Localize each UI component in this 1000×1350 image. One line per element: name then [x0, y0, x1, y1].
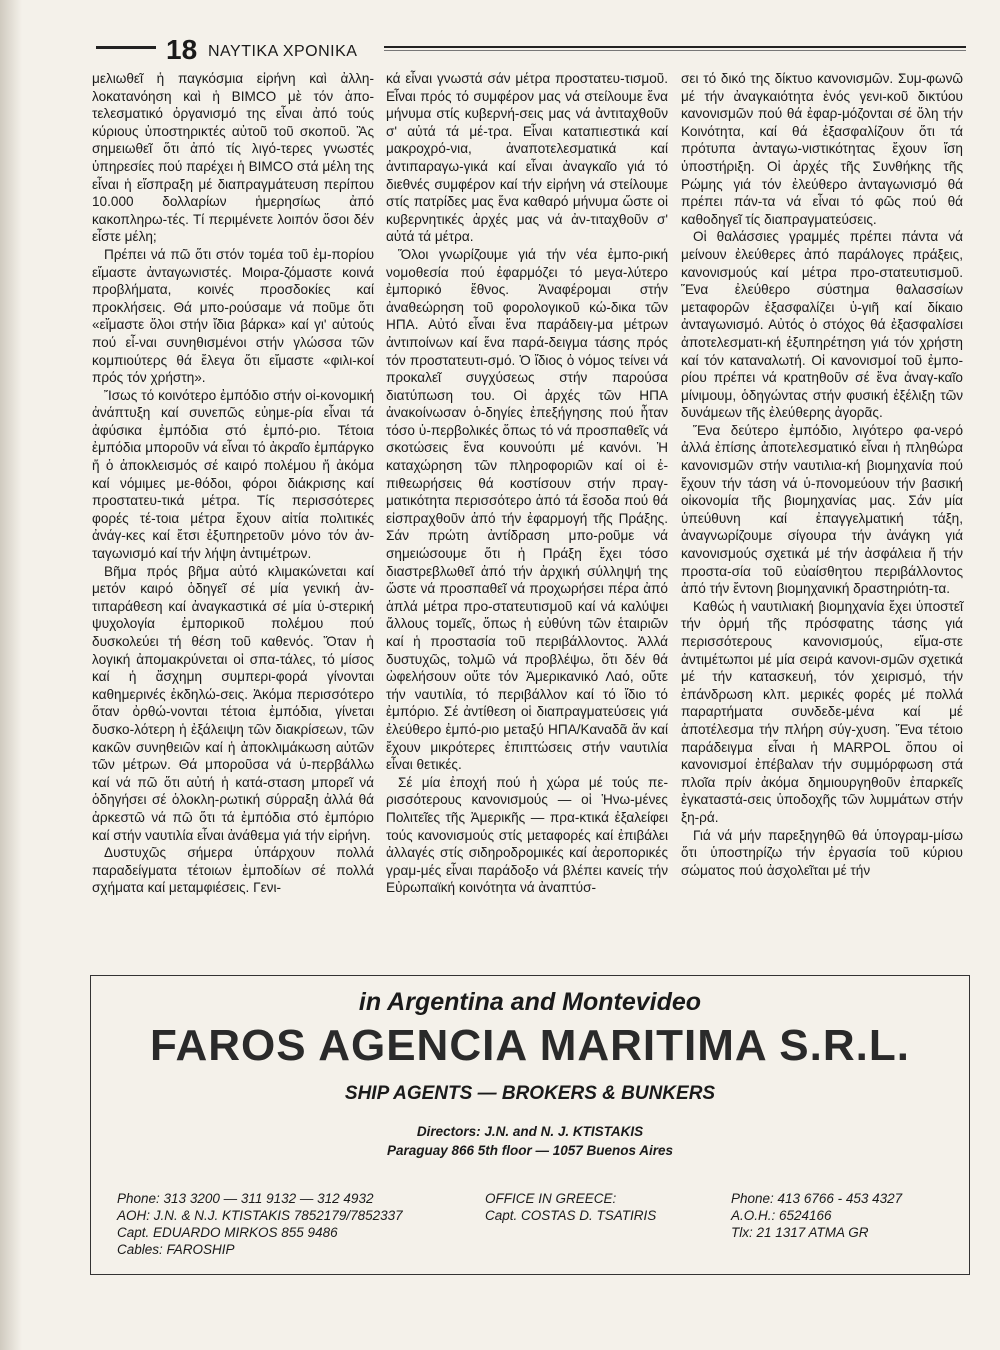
ad-left-line: Cables: FAROSHIP [117, 1242, 235, 1257]
ad-left-line: Phone: 313 3200 — 311 9132 — 312 4932 [117, 1191, 374, 1206]
header-rule-right-thin [384, 50, 966, 51]
ad-directors: Directors: J.N. and N. J. KTISTAKIS [416, 1124, 644, 1139]
publication-name: ΝΑΥΤΙΚΑ ΧΡΟΝΙΚΑ [208, 43, 358, 60]
article-paragraph: κά εἶναι γνωστά σάν μέτρα προστατευ-τισμοῦ. Εἶναι πρός τό συμφέρον μας νά στείλουμε ἕνα μήνυμα στίς κυβερνή-σεις μας νά ἀντιταχθοῦν σ' αὐτά τά μέ-τρα. Εἶναι καταπιεστικά καί μακροχρό-νια, ἀναποτελεσματικά καί ἀντιπαραγω-γικά καί εἶναι ἀναγκαῖο γιά τό διεθνές συμφέρον καί τήν εἰρήνη νά στείλουμε στίς πατρίδες μας ἕνα καθαρό μήνυμα ὥστε οἱ κυβερνητικές ἀρχές μας νά ἀν-τιταχθοῦν σ' αὐτά τά μέτρα. [386, 71, 668, 245]
article-paragraph: Οἱ θαλάσσιες γραμμές πρέπει πάντα νά μείνουν ἐλεύθερες ἀπό παράλογες πράξεις, κανονισμούς καί μέτρα προ-στατευτισμοῦ. Ἕνα ἐλεύθερο σύστημα θαλασσίων μεταφορῶν ἐξασφαλίζει ὑ-γιῆ καί δίκαιο ἀνταγωνισμό. Αὐτός ὁ στόχος θά ἐξασφαλίσει ἀποτελεσματι-κή ἐξυπηρέτηση γιά τόν χρήστη καί τόν καταναλωτή. Οἱ κανονισμοί τοῦ ἐμπο-ρίου πρέπει νά κρατηθοῦν σέ ἕνα ἀναγ-καῖο μίνιμουμ, ὁδηγώντας στήν φυσική ἐξέλιξη τῶν δυνάμεων τῆς ἐλεύθερης ἀγορᾶς. [681, 229, 963, 421]
ad-address: Paraguay 866 5th floor — 1057 Buenos Aires [386, 1143, 674, 1158]
article-column-3 [681, 70, 963, 879]
header-rule-left [96, 46, 156, 49]
article-paragraph: Ἴσως τό κοινότερο ἐμπόδιο στήν οἰ-κονομική ἀνάπτυξη καί συνεπῶς εὐημε-ρία εἶναι τά ἀφύσικα ἐμπόδια στό ἐμπό-ριο. Τέτοια ἐμπόδια μποροῦν νά εἶναι τό ἀκραῖο ἐμπάργκο ἤ ὁ ἀποκλεισμός σέ καιρό πολέμου ἤ ἀκόμα καί νόμιμες με-θόδοι, φόροι διάκρισης καί προστατευ-τικά μέτρα. Τίς περισσότερες φορές τέ-τοια μέτρα ἔχουν αἰτία πολιτικές ἀνάγ-κες καί ἔτσι ἐξυπηρετοῦν μόνο τόν ἀν-ταγωνισμό καί τήν λήψη ἀντιμέτρων. [92, 387, 374, 562]
ad-directors-block [91, 1122, 969, 1160]
page-header [96, 34, 966, 66]
article-paragraph: Γιά νά μήν παρεξηγηθῶ θά ὑπογραμ-μίσω ὅτι ὑποστηρίζω τήν ἐργασία τοῦ κύριου σώματος πού ἀσχολεῖται μέ τήν [681, 827, 963, 878]
ad-contacts-greece [731, 1190, 902, 1241]
article-paragraph: σει τό δικό της δίκτυο κανονισμῶν. Συμ-φωνῶ μέ τήν ἀναγκαιότητα ἑνός γενι-κοῦ δικτύου κανονισμῶν πού θά ἐφαρ-μόζονται σέ ὅλη τήν Κοινότητα, καί θά ἐξασφαλίζουν ὅτι τά πρότυπα ἀνταγω-νιστικότητας ἔχουν ἴση ὑποστήριξη. Οἱ ἀρχές τῆς Συνθήκης τῆς Ρώμης γιά τόν ἐλεύθερο ἀνταγωνισμό θά πρέπει πάν-τα νά εἶναι τό φῶς πού θά καθοδηγεῖ τίς διαπραγματεύσεις. [681, 71, 963, 227]
article-paragraph: Ὅλοι γνωρίζουμε γιά τήν νέα ἐμπο-ρική νομοθεσία πού ἐφαρμόζει τό μεγα-λύτερο ἐμπορικό ἔθνος. Ἀναφέρομαι στήν ἀναθεώρηση τοῦ φορολογικοῦ κώ-δικα τῶν ΗΠΑ. Αὐτό εἶναι ἕνα παράδειγ-μα μέτρων ἀντιποίνων καί ἕνα παρά-δειγμα τάσης πρός τόν προστατευτι-σμό. Ὁ ἴδιος ὁ νόμος τείνει νά προκαλεῖ συγχύσεως στήν παρούσα διατύπωση του. Οἱ ἀρχές τῶν ΗΠΑ ἀνακοίνωσαν ὁ-δηγίες ἐπεξήγησης πού ἦταν τόσο ὑ-περβολικές ὅπως τό νά προσπαθεῖς νά σκοτώσεις ἕνα κουνούπι μέ κανόνι. Ἡ καταχώρηση τῶν πληροφοριῶν καί οἱ ἐ-πιθεωρήσεις θά κοστίσουν στήν πραγ-ματικότητα περισσότερο ἀπό τά ἔσοδα πού θά εἰσπραχθοῦν ἀπό τήν ἐφαρμογή τῆς Πράξης. Σάν πρώτη ἀντίδραση μπο-ροῦμε νά σημειώσουμε ὅτι ἡ Πράξη ἔχει τόσο διαστρεβλωθεῖ ἀπό τήν ἀρχική σύλληψή της ὥστε νά προσπαθεῖ νά προχωρήσει πέρα ἀπό ἁπλά μέτρα προ-στατευτισμοῦ καί νά καλύψει ἄλλους τομεῖς, ὅπως ἡ εὐθύνη τῶν ἑταιριῶν καί ἡ προστασία τοῦ περιβάλλοντος. Ἀλλά δυστυχῶς, τολμῶ νά προβλέψω, ὅτι δέν θά ὠφελήσουν οὔτε τόν Ἀμερικανικό Λαό, οὔτε τήν ναυτιλία, τό περιβάλλον καί τό ἴδιο τό ἐμπόριο. Σέ ἀντίθεση οἱ διαπραγματεύσεις γιά ἐλεύθερο ἐμπό-ριο μεταξύ ΗΠΑ/Καναδᾶ ἄν καί ἔχουν μικρότερες ἐπιπτώσεις στήν ναυτιλία εἶναι θετικές. [386, 246, 668, 773]
ad-services: SHIP AGENTS — BROKERS & BUNKERS [344, 1083, 716, 1104]
article-column-1 [92, 70, 374, 897]
header-rule-right [384, 46, 966, 48]
article-paragraph: Βῆμα πρός βῆμα αὐτό κλιμακώνεται καί μετόν καιρό ὁδηγεῖ σέ μία γενική ἀν-τιπαράθεση καί ἀναγκαστικά σέ μία ὑ-στερική ψυχολογία ἐμπορικοῦ πολέμου πού δυσκολεύει τή θέση τοῦ καθενός. Ὅταν ἡ λογική ἀπομακρύνεται οἱ σπα-τάλες, τό μίσος καί ἡ ἄσχημη συμπερι-φορά γίνονται καθημερινές ἐκδηλώ-σεις. Ἀκόμα περισσότερο ὅταν ὀρθώ-νονται τέτοια ἐμπόδια, γίνεται δυσκο-λότερη ἡ ἐξάλειψη τῶν διακρίσεων, τῶν κακῶν συνηθειῶν καί ἡ ἀποκλιμάκωση αὐτῶν τῶν μέτρων. Θά μποροῦσα νά ὑ-περβάλλω καί νά πῶ ὅτι αὐτή ἡ κατά-σταση μπορεῖ νά ὁδηγήσει σέ ὁλοκλη-ρωτική σύρραξη ἀλλά θά ἀρκεστῶ νά πῶ ὅτι τά ἐμπόδια στό ἐμπόριο καί στήν ναυτιλία εἶναι ἀνάθεμα γιά τήν εἰρήνη. [92, 563, 374, 843]
page-edge-shadow [0, 0, 22, 1350]
ad-right-line: Phone: 413 6766 - 453 4327 [731, 1191, 903, 1206]
ad-mid-line: OFFICE IN GREECE: [485, 1191, 617, 1206]
ad-office-greece [485, 1190, 656, 1224]
ad-left-line: Capt. EDUARDO MIRKOS 855 9486 [117, 1225, 338, 1240]
ad-company-name: FAROS AGENCIA MARITIMA S.R.L. [150, 1021, 910, 1070]
article-paragraph: μελιωθεῖ ἡ παγκόσμια εἰρήνη καὶ ἀλλη-λοκατανόηση καὶ ἡ BIMCO μὲ τόν ἀπο-τελεσματικό ὀργανισμό της εἶναι ἀπό τούς κύριους ὑποστηρικτές αὐτοῦ τοῦ σκοποῦ. Ἂς σημειωθεῖ ὅτι ἀπό τίς λιγό-τερες γνωστές ὑπηρεσίες πού παρέχει ἡ BIMCO στά μέλη της εἶναι ἡ εἴσπραξη μέ διαπραγμάτευση περίπου 10.000 δολλαρίων ἡμερησίως ἀπό κακοπληρω-τές. Τί περιμένετε λοιπόν ὅσοι δέν εἶστε μέλη; [92, 71, 374, 245]
article-paragraph: Καθώς ἡ ναυτιλιακή βιομηχανία ἔχει ὑποστεῖ τήν ὁρμή τῆς πρόσφατης τάσης γιά περισσότερους κανονισμούς, εἴμα-στε ἀντιμέτωποι μέ μία σειρά κανονι-σμῶν σχετικά μέ τήν κατασκευή, τόν χειρισμό, τήν ἐπάνδρωση κλπ. μερικές φορές μέ πολλά παραρτήματα συνδεδε-μένα καί μέ ἀποτέλεσμα τήν πλήρη σύγ-χυση. Ἕνα τέτοιο παράδειγμα εἶναι ἡ MARPOL ὅπου οἱ κανονισμοί ἐπέβαλαν τήν συμμόρφωση στά πλοῖα πρίν ἀκόμα δημιουργηθοῦν ἐπαρκεῖς ἐγκαταστά-σεις ὑποδοχῆς τῶν λυμμάτων στήν ξη-ρά. [681, 598, 963, 825]
ad-contacts-argentina [117, 1190, 403, 1258]
article-paragraph: Ἕνα δεύτερο ἐμπόδιο, λιγότερο φα-νερό ἀλλά ἐπίσης ἀποτελεσματικό εἶναι ἡ πληθώρα κανονισμῶν στήν ναυτιλια-κή βιομηχανία πού ἔχουν τήν τάση νά ὑ-πονομεύουν τήν βασική οἰκονομία τῆς βιομηχανίας μας. Σάν μία ὑπεύθυνη καί ἐπαγγελματική τάξη, ἀναγνωρίζουμε σίγουρα τήν ἀνάγκη γιά κανονισμούς σχετικά μέ τήν ἀσφάλεια ἤ τήν προστα-σία τοῦ εὐαίσθητου περιβάλλοντος ἀπό τήν ἔντονη βιομηχανική δραστηριότη-τα. [681, 422, 963, 597]
page-number: 18 [166, 34, 198, 65]
ad-right-line: Tlx: 21 1317 ATMA GR [731, 1225, 869, 1240]
ad-right-line: A.O.H.: 6524166 [731, 1208, 832, 1223]
article-column-2 [386, 70, 668, 897]
ad-left-line: AOH: J.N. & N.J. KTISTAKIS 7852179/7852337 [117, 1208, 403, 1223]
ad-tagline: in Argentina and Montevideo [358, 988, 702, 1016]
article-paragraph: Σέ μία ἐποχή πού ἡ χώρα μέ τούς πε-ρισσότερους κανονισμούς — οἱ Ἡνω-μένες Πολιτεῖες τῆς Ἀμερικῆς — πρα-κτικά ἐξαλείφει τούς κανονισμούς στίς μεταφορές καί ἐπιβάλει ἀλλαγές στίς σιδηροδρομικές καί ἀεροπορικές γραμ-μές εἶναι παράδοξο νά βλέπει κανείς τήν Εὐρωπαϊκή κοινότητα νά ἀναπτύσ- [386, 774, 668, 896]
article-paragraph: Πρέπει νά πῶ ὅτι στόν τομέα τοῦ ἐμ-πορίου εἴμαστε ἀνταγωνιστές. Μοιρα-ζόμαστε κοινά προβλήματα, κοινές προσδοκίες καί προκλήσεις. Θά μπο-ρούσαμε νά ποῦμε ὅτι «εἴμαστε ὅλοι στήν ἴδια βάρκα» καί γι' αὐτούς πού εἶ-ναι συνηθισμένοι στήν γλώσσα τῶν κομπιούτερς θά ἔλεγα ὅτι εἴμαστε «φιλι-κοί πρός τόν χρήστη». [92, 246, 374, 386]
article-paragraph: Δυστυχῶς σήμερα ὑπάρχουν πολλά παραδείγματα τέτοιων ἐμποδίων σέ πολλά σχήματα καί μεταμφιέσεις. Γενι- [92, 845, 374, 896]
ad-mid-line: Capt. COSTAS D. TSATIRIS [485, 1208, 657, 1223]
advertisement-box [90, 975, 970, 1275]
